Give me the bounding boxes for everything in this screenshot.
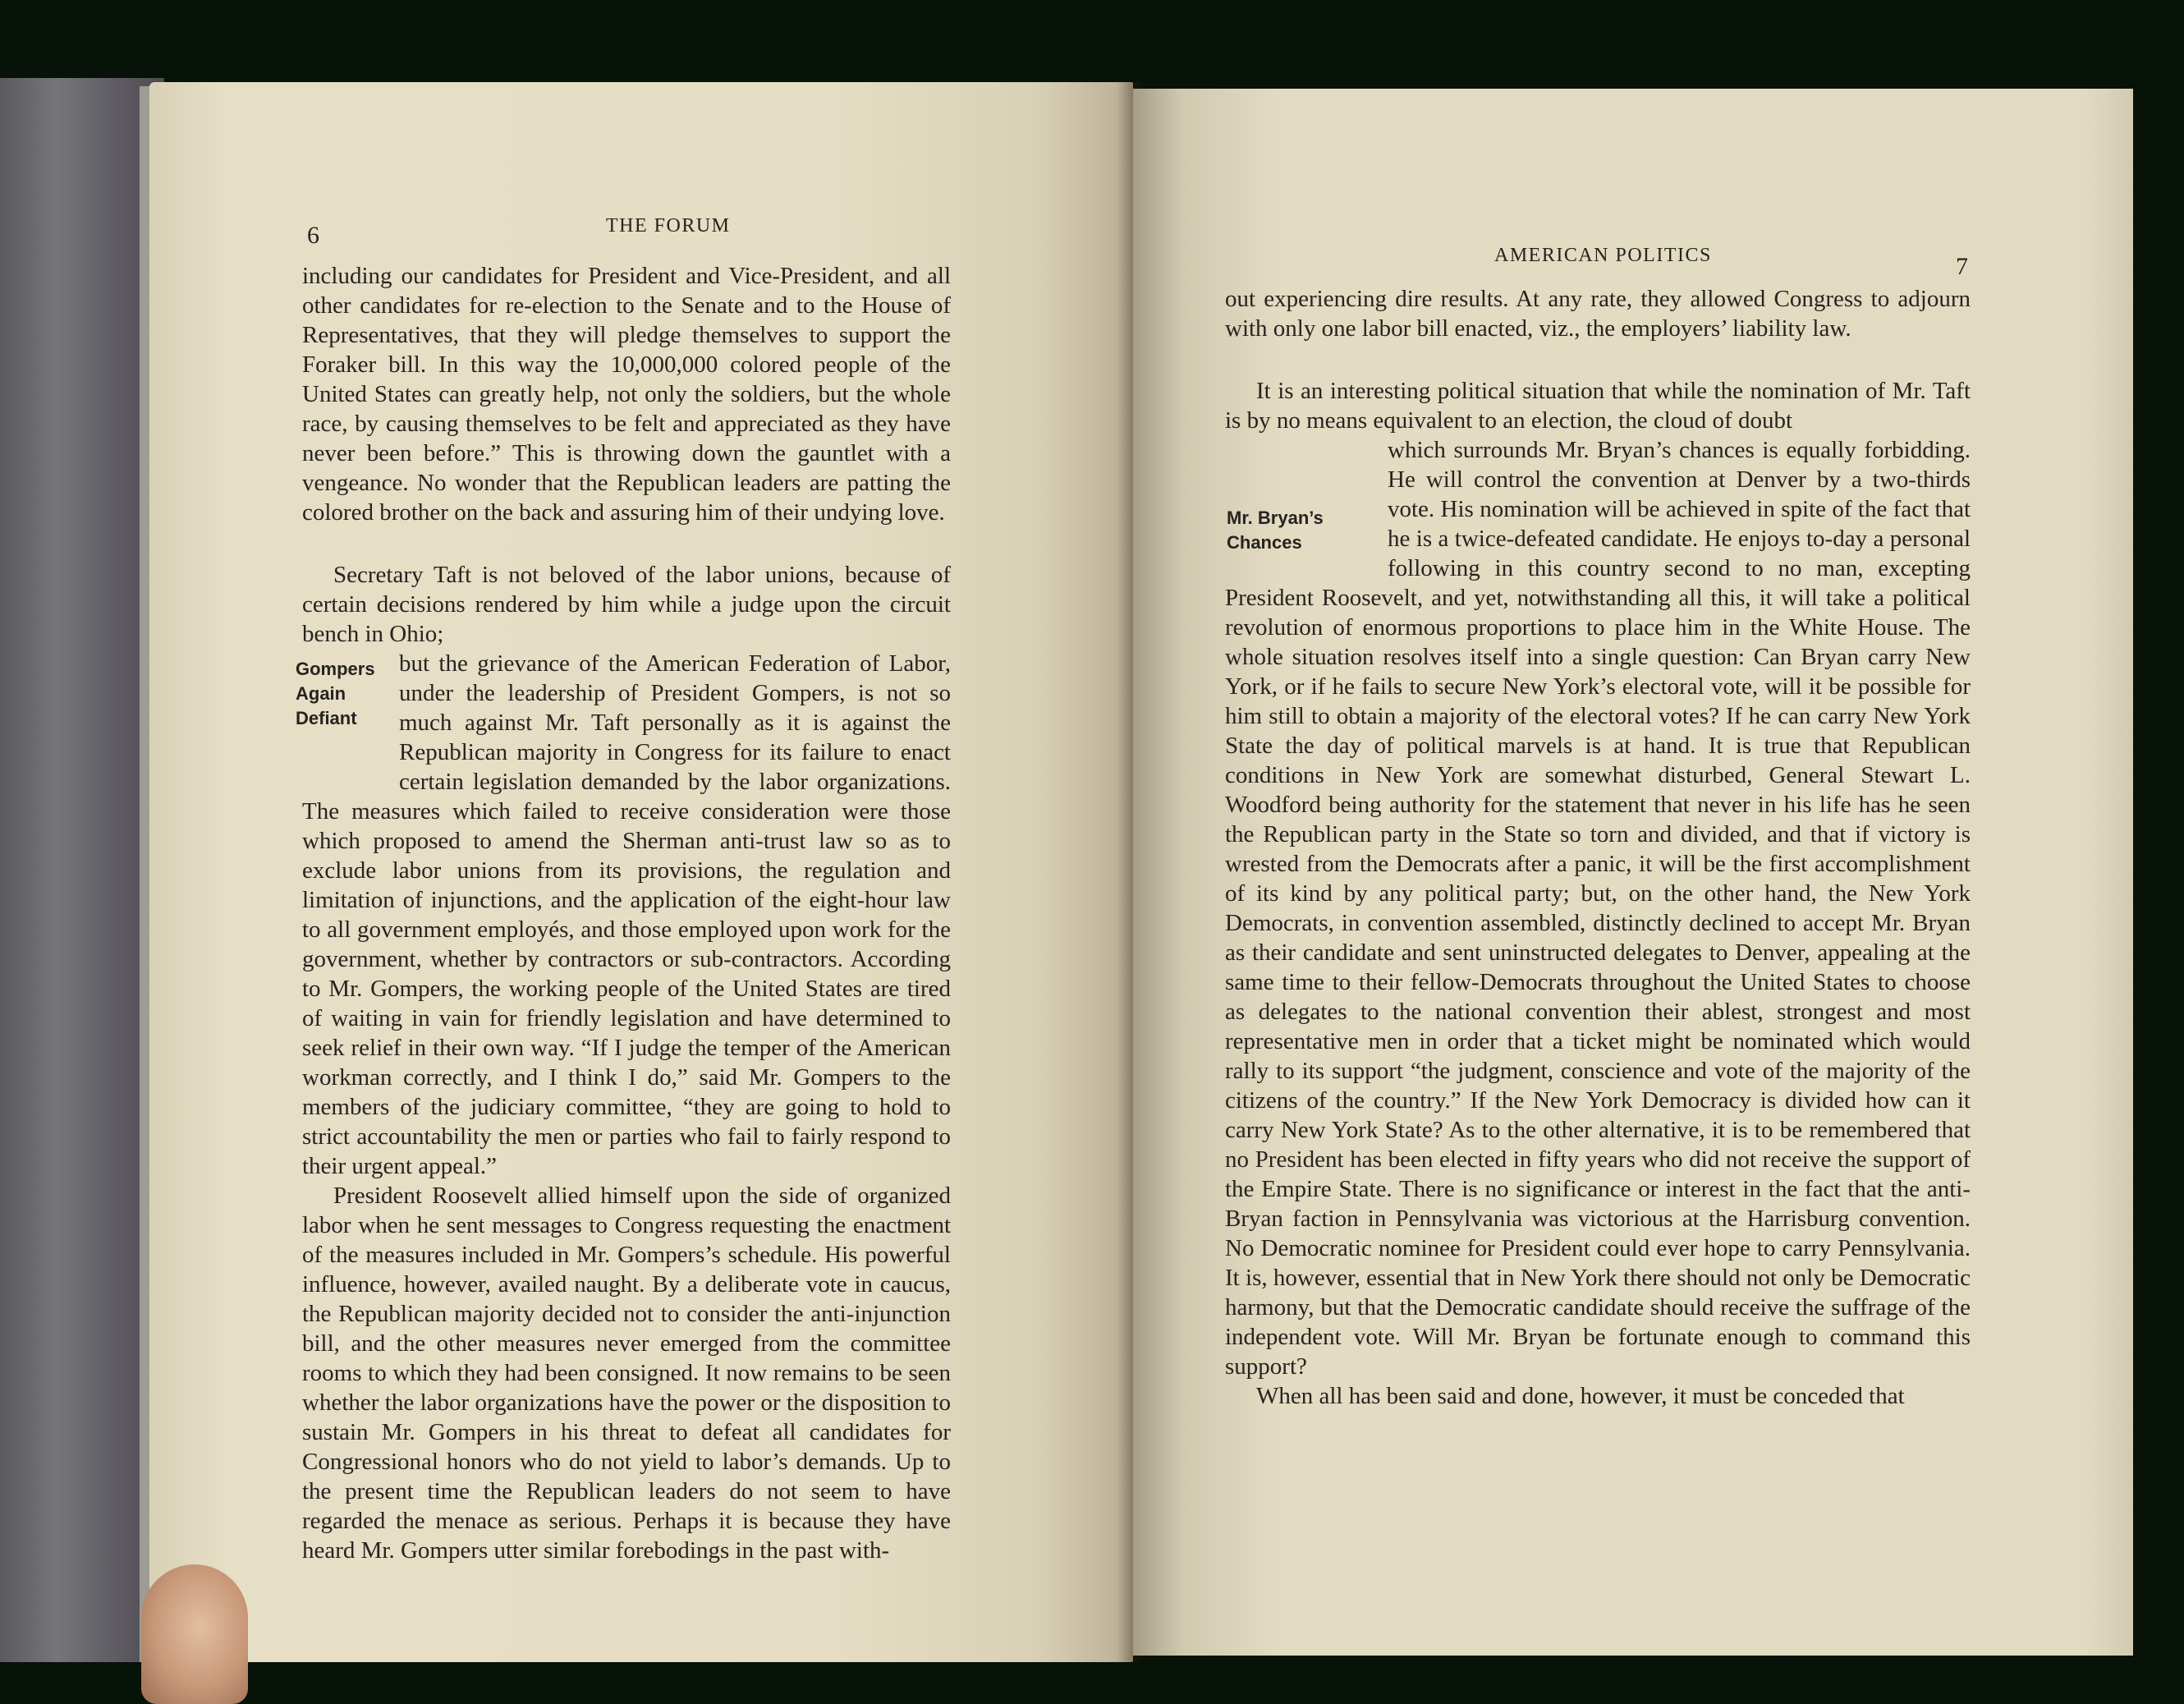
margin-note: Gompers Again Defiant [296,659,375,728]
paragraph: President Roosevelt allied himself upon the side of organized labor when he sent messages to Congress requesting the enactment of the measures included in Mr. Gompers’s schedule. His powerful influence, however, availed naught. By a deliberate vote in caucus, the Republican majority decided not to consider the anti-injunction bill, and the other measures never emerged from the committee rooms to which they had been consigned. It now remains to be seen whether the labor organizations have the power or the disposition to sustain Mr. Gompers in his threat to defeat all candidates for Congressional honors who do not yield to labor’s demands. Up to the present time the Republican leaders do not seem to have regarded the menace as serious. Perhaps it is because they have heard Mr. Gompers utter similar forebodings in the past with- [302,1183,951,1564]
thumb [141,1564,248,1704]
running-head: AMERICAN POLITICS [1494,245,1712,266]
right-page-body [1225,284,1971,1411]
paragraph: out experiencing dire results. At any rate, they allowed Congress to adjourn with only one labor bill enacted, viz., the employers’ liability law. [1225,286,1971,342]
running-head: THE FORUM [606,215,731,237]
page-number: 7 [1956,253,1968,280]
left-page [149,82,1133,1662]
paragraph: but the grievance of the American Federation of Labor, under the leadership of President Gompers, is not so much against Mr. Taft personally as it is against the Republican majority in Congress for its failure to enact certain legislation demanded by the labor organizations. The measures which failed to receive consideration were those which proposed to amend the Sherman anti-trust law so as to exclude labor unions from its provisions, the regulation and limitation of injunctions, and the application of the eight-hour law to all government employés, and those employed upon work for the government, whether by contractors or sub-contractors. According to Mr. Gompers, the working people of the United States are tired of waiting in vain for friendly legislation and have determined to seek relief in their own way. “If I judge the temper of the American workman correctly, and I think I do,” said Mr. Gompers to the members of the judiciary committee, “they are going to hold to strict accountability the men or parties who fail to fairly respond to their urgent appeal.” [302,650,951,1179]
paragraph: It is an interesting political situation that while the nomination of Mr. Taft is by no means equivalent to an election, the cloud of doubt [1225,378,1971,434]
right-page [1133,89,2133,1656]
left-page-body [302,261,951,1565]
paragraph: When all has been said and done, however, it must be conceded that [1256,1383,1905,1409]
paragraph: which surrounds Mr. Bryan’s chances is equally forbidding. He will control the convention at Denver by a two-thirds vote. His nomination will be achieved in spite of the fact that he is a twice-defeated candidate. He enjoys to-day a personal following in this country second to no man, excepting President Roosevelt, and yet, notwithstanding all this, it will take a political revolution of enormous proportions to place him in the White House. The whole situation resolves itself into a single question: Can Bryan carry New York, or if he fails to secure New York’s electoral vote, will it be possible for him still to obtain a majority of the electoral votes? If he can carry New York State the day of political marvels is at hand. It is true that Republican conditions in New York are somewhat disturbed, General Stewart L. Woodford being authority for the statement that never in his life has he seen the Republican party in the State so torn and divided, and that if victory is wrested from the Democrats after a panic, it will be the first accomplishment of its kind by any political party; but, on the other hand, the New York Democrats, in convention assembled, distinctly declined to accept Mr. Bryan as their candidate and sent uninstructed delegates to Denver, appealing at the same time to their fellow-Democrats throughout the United States to choose as delegates to the national convention their ablest, strongest and most representative men in order that a ticket might be nominated which would rally to its support “the judgment, conscience and vote of the majority of the citizens of the country.” If the New York Democracy is divided how can it carry New York State? As to the other alternative, it is to be remembered that no President has been elected in fifty years who did not receive the support of the Empire State. There is no significance or interest in the fact that the anti-Bryan faction in Pennsylvania was victorious at the Harrisburg convention. No Democratic nominee for President could ever hope to carry Pennsylvania. It is, however, essential that in New York there should not only be Democratic harmony, but that the Democratic candidate should receive the suffrage of the independent vote. Will Mr. Bryan be fortunate enough to command this support? [1225,437,1971,1380]
page-number: 6 [307,222,319,249]
margin-note: Mr. Bryan’s Chances [1227,508,1324,553]
paragraph: including our candidates for President and Vice-President, and all other candidates for re-election to the Senate and to the House of Representatives, that they will pledge themselves to support the Foraker bill. In this way the 10,000,000 colored people of the United States can greatly help, not only the soldiers, but the whole race, by causing themselves to be felt and appreciated as they have never been before.” This is throwing down the gauntlet with a vengeance. No wonder that the Republican leaders are patting the colored brother on the back and assuring him of their undying love. [302,263,951,526]
paragraph: Secretary Taft is not beloved of the labor unions, because of certain decisions rendered by him while a judge upon the circuit bench in Ohio; [302,562,951,647]
